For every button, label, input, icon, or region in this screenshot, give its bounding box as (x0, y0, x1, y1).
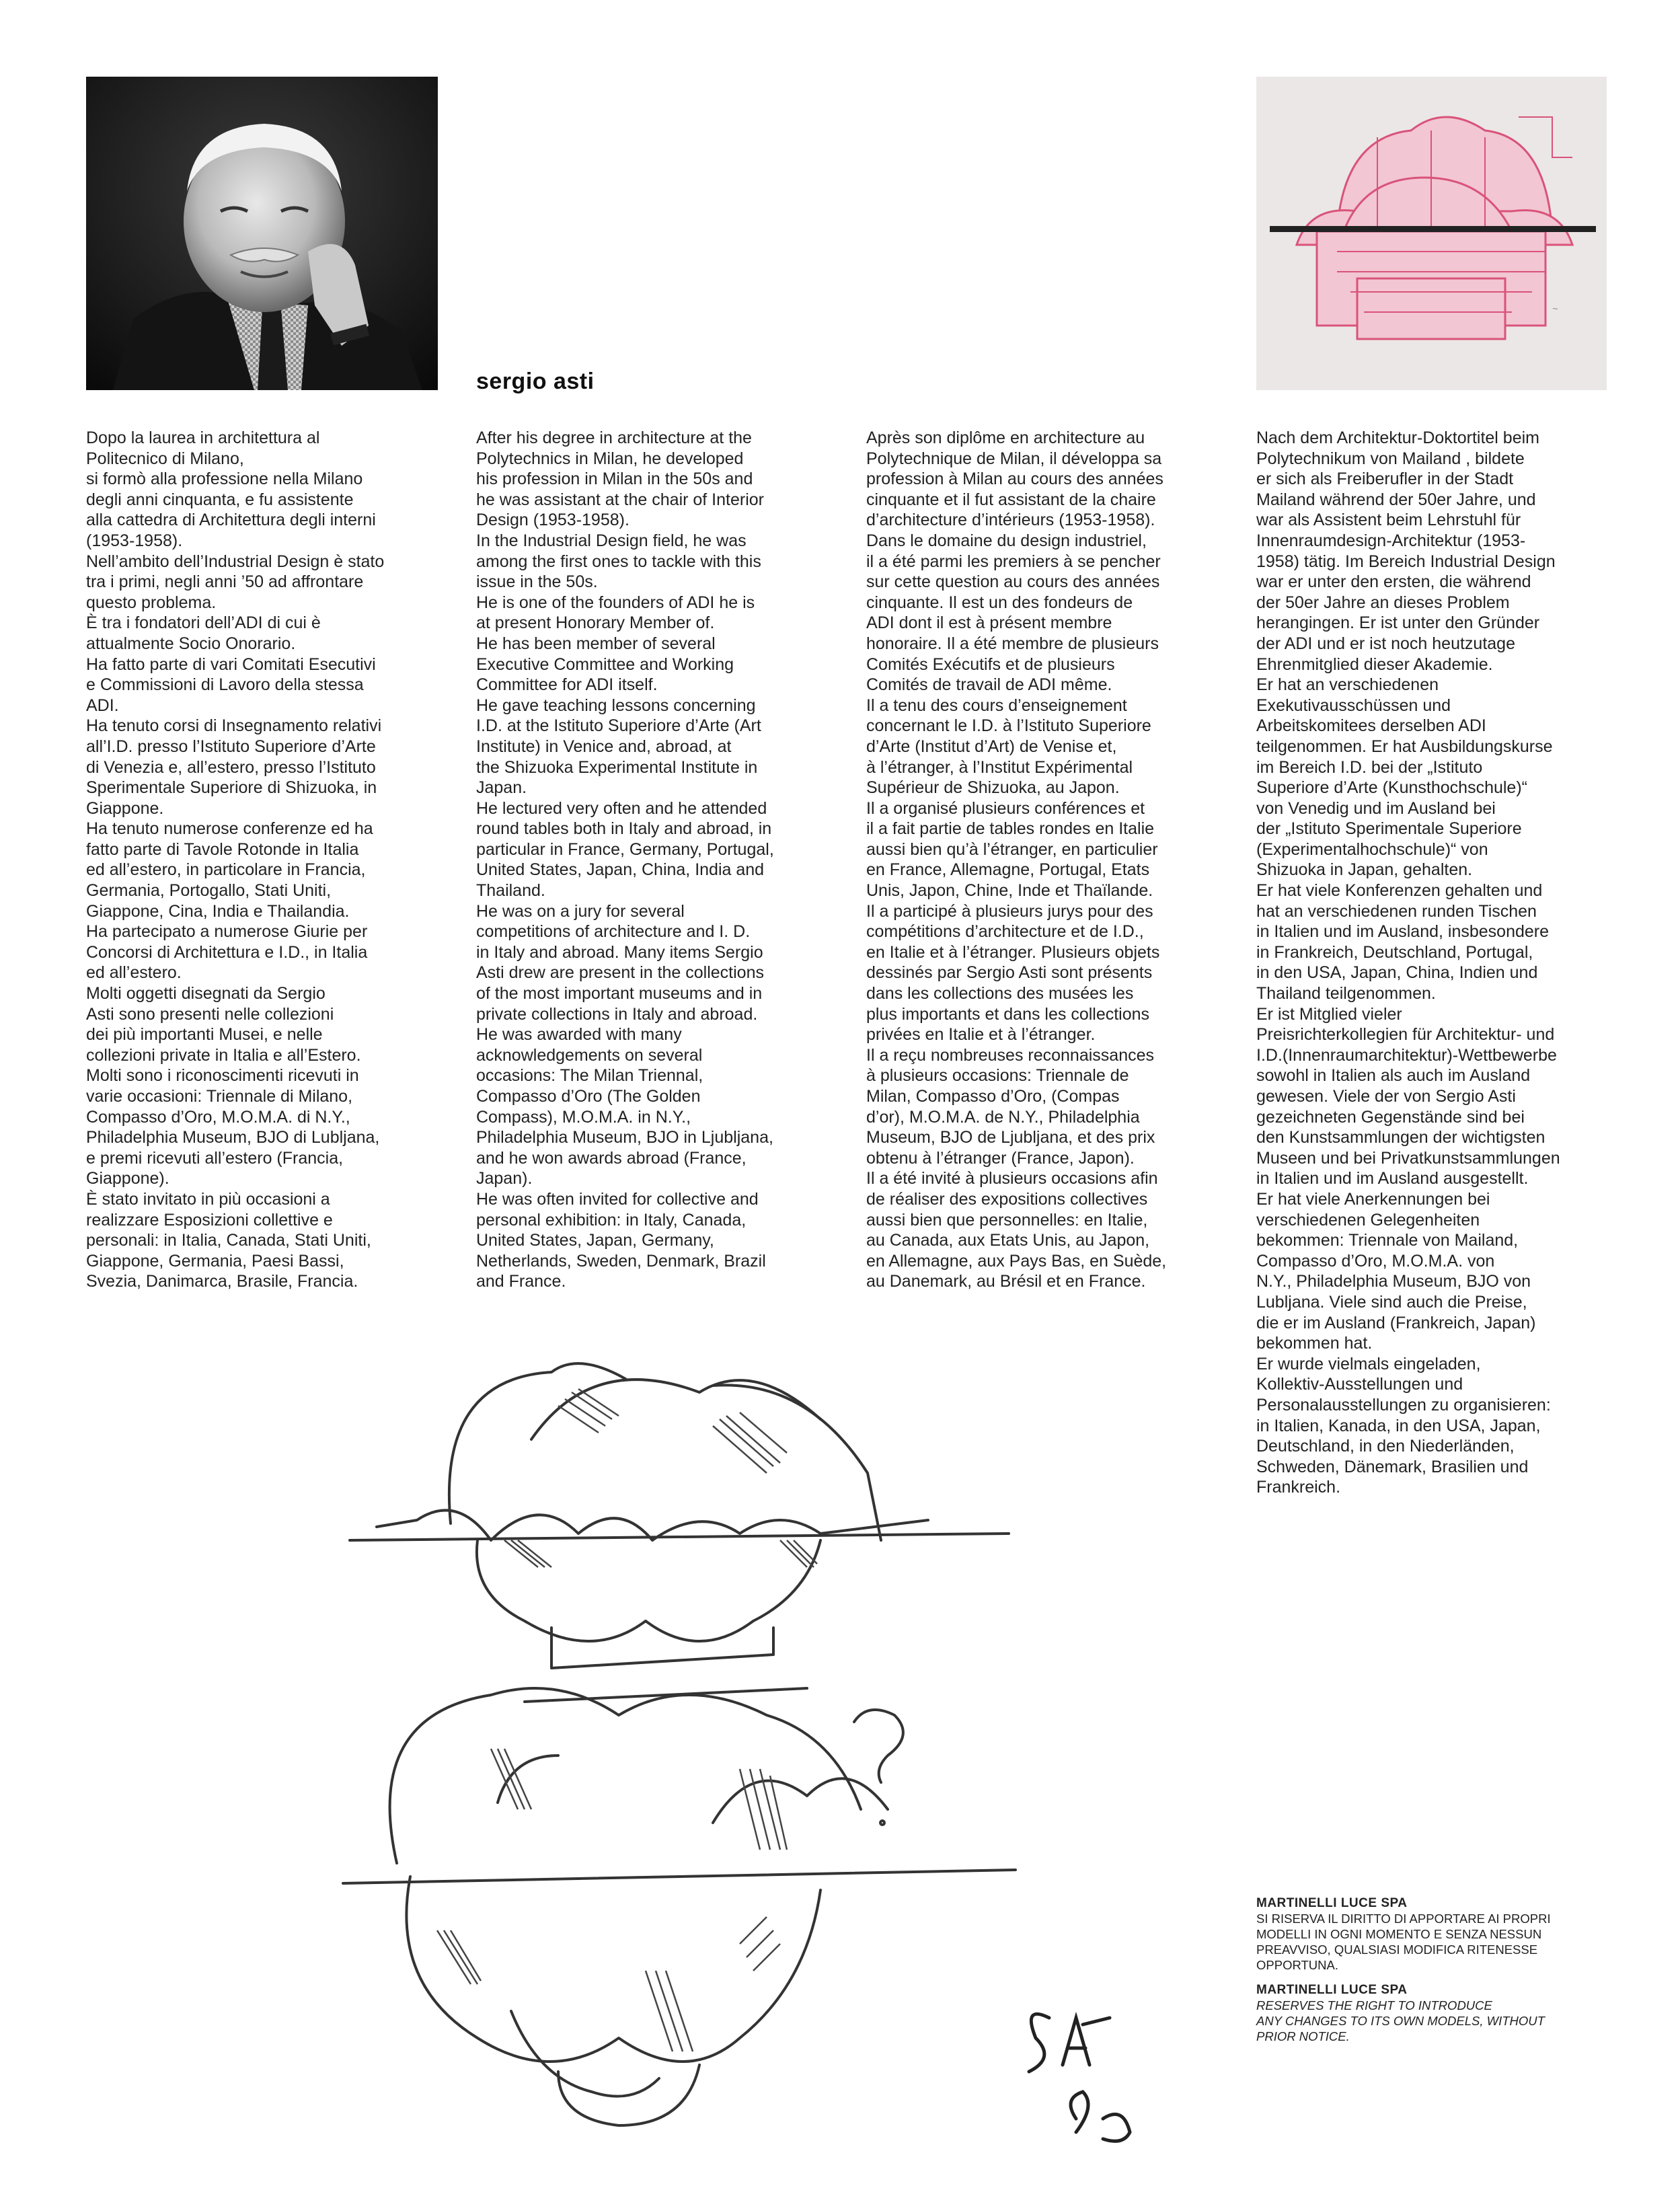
architectural-painting (1256, 77, 1607, 390)
notice-english-text: RESERVES THE RIGHT TO INTRODUCE ANY CHANGES TO ITS OWN MODELS, WITHOUT PRIOR NOTICE. (1256, 1998, 1545, 2043)
notice-italian-company: MARTINELLI LUCE SPA (1256, 1896, 1408, 1910)
svg-text:~: ~ (1552, 303, 1558, 314)
notice-italian (1256, 1895, 1619, 1973)
biography-column-italian (86, 428, 443, 1292)
legal-notice (1256, 1895, 1619, 2044)
biography-column-german (1256, 428, 1613, 1498)
biography-german-text: Nach dem Architektur-Doktortitel beim Polytechnikum von Mailand , bildete er sich als Freiberufler in der Stadt Mailand während der 50er Jahre, und war als Assistent beim Lehrstuhl für Innenraumdesign-Architektur (1953- 1958) tätig. Im Bereich Industrial Design war er unter den ersten, die während der 50er Jahre an dieses Problem herangingen. Er ist unter den Gründer der ADI und er ist noch heutzutage Ehrenmitglied dieser Akademie. Er hat an verschiedenen Exekutivausschüssen und Arbeitskomitees derselben ADI teilgenommen. Er hat Ausbildungskurse im Bereich I.D. bei der „Istituto Superiore d’Arte (Kunsthochschule)“ von Venedig und im Ausland bei der „Istituto Sperimentale Superiore (Experimentalhochschule)“ von Shizuoka in Japan, gehalten. Er hat viele Konferenzen gehalten und hat an verschiedenen runden Tischen in Italien und im Ausland, insbesondere in Frankreich, Deutschland, Portugal, in den USA, Japan, China, Indien und Thailand teilgenommen. Er ist Mitglied vieler Preisrichterkollegien für Architektur- und I.D.(Innenraumarchitektur)-Wettbewerbe sowohl in Italien als auch im Ausland gewesen. Viele der von Sergio Asti gezeichneten Gegenstände sind bei den Kunstsammlungen der wichtigsten Museen und bei Privatkunstsammlungen in Italien und im Ausland ausgestellt. Er hat viele Anerkennungen bei verschiedenen Gelegenheiten bekommen: Triennale von Mailand, Compasso d’Oro, M.O.M.A. von N.Y., Philadelphia Museum, BJO von Lubljana. Viele sind auch die Preise, die er im Ausland (Frankreich, Japan) bekommen hat. Er wurde vielmals eingeladen, Kollektiv-Ausstellungen und Personalausstellungen zu organisieren: in Italien, Kanada, in den USA, Japan, Deutschland, in den Niederländen, Schweden, Dänemark, Brasilien und Frankreich. (1256, 428, 1560, 1497)
lamp-sketch-drawing (336, 1338, 1231, 2176)
notice-english-company: MARTINELLI LUCE SPA (1256, 1983, 1408, 1997)
portrait-illustration (86, 77, 438, 390)
designer-name-title: sergio asti (476, 369, 595, 394)
biography-column-english (476, 428, 833, 1292)
painting-illustration (1256, 77, 1607, 390)
notice-english (1256, 1982, 1619, 2044)
biography-french-text: Après son diplôme en architecture au Polytechnique de Milan, il développa sa profession à Milan au cours des années cinquante et il fut assistant de la chaire d’architecture d’intérieurs (1953-1958). Dans le domaine du design industriel, il a été parmi les premiers à se pencher sur cette question au cours des années cinquante. Il est un des fondeurs de ADI dont il est à présent membre honoraire. Il a été membre de plusieurs Comités Exécutifs et de plusieurs Comités de travail de ADI même. Il a tenu des cours d’enseignement concernant le I.D. à l’Istituto Superiore d’Arte (Institut d’Art) de Venise et, à l’étranger, à l’Institut Expérimental Supérieur de Shizuoka, au Japon. Il a organisé plusieurs conférences et il a fait partie de tables rondes en Italie aussi bien qu’à l’étranger, en particulier en France, Allemagne, Portugal, Etats Unis, Japon, Chine, Inde et Thaïlande. Il a participé à plusieurs jurys pour des compétitions d’architecture et de I.D., en Italie et à l’étranger. Plusieurs objets dessinés par Sergio Asti sont présents dans les collections des musées les plus importants et dans les collections privées en Italie et à l’étranger. Il a reçu nombreuses reconnaissances à plusieurs occasions: Triennale de Milan, Compasso d’Oro, (Compas d’or), M.O.M.A. de N.Y., Philadelphia Museum, BJO de Ljubljana, et des prix obtenu à l’étranger (France, Japon). Il a été invité à plusieurs occasions afin de réaliser des expositions collectives aussi bien que personnelles: en Italie, au Canada, aux Etats Unis, au Japon, en Allemagne, aux Pays Bas, en Suède, au Danemark, au Brésil et en France. (866, 428, 1167, 1291)
portrait-photo (86, 77, 438, 390)
pencil-sketch (336, 1338, 1231, 2176)
biography-italian-text: Dopo la laurea in architettura al Politecnico di Milano, si formò alla professione nella Milano degli anni cinquanta, e fu assistente alla cattedra di Architettura degli interni (1953-1958). Nell’ambito dell’Industrial Design è stato tra i primi, negli anni ’50 ad affrontare questo problema. È tra i fondatori dell’ADI di cui è attualmente Socio Onorario. Ha fatto parte di vari Comitati Esecutivi e Commissioni di Lavoro della stessa ADI. Ha tenuto corsi di Insegnamento relativi all’I.D. presso l’Istituto Superiore d’Arte di Venezia e, all’estero, presso l’Istituto Sperimentale Superiore di Shizuoka, in Giappone. Ha tenuto numerose conferenze ed ha fatto parte di Tavole Rotonde in Italia ed all’estero, in particolare in Francia, Germania, Portogallo, Stati Uniti, Giappone, Cina, India e Thailandia. Ha partecipato a numerose Giurie per Concorsi di Architettura e I.D., in Italia ed all’estero. Molti oggetti disegnati da Sergio Asti sono presenti nelle collezioni dei più importanti Musei, e nelle collezioni private in Italia e all’Estero. Molti sono i riconoscimenti ricevuti in varie occasioni: Triennale di Milano, Compasso d’Oro, M.O.M.A. di N.Y., Philadelphia Museum, BJO di Lubljana, e premi ricevuti all’estero (Francia, Giappone). È stato invitato in più occasioni a realizzare Esposizioni collettive e personali: in Italia, Canada, Stati Uniti, Giappone, Germania, Paesi Bassi, Svezia, Danimarca, Brasile, Francia. (86, 428, 385, 1291)
biography-column-french (866, 428, 1223, 1292)
notice-italian-text: SI RISERVA IL DIRITTO DI APPORTARE AI PROPRI MODELLI IN OGNI MOMENTO E SENZA NESSUN PREAVVISO, QUALSIASI MODIFICA RITENESSE OPPORTUNA. (1256, 1912, 1551, 1972)
biography-english-text: After his degree in architecture at the Polytechnics in Milan, he developed his profession in Milan in the 50s and he was assistant at the chair of Interior Design (1953-1958). In the Industrial Design field, he was among the first ones to tackle with this issue in the 50s. He is one of the founders of ADI he is at present Honorary Member of. He has been member of several Executive Committee and Working Committee for ADI itself. He gave teaching lessons concerning I.D. at the Istituto Superiore d’Arte (Art Institute) in Venice and, abroad, at the Shizuoka Experimental Institute in Japan. He lectured very often and he attended round tables both in Italy and abroad, in particular in France, Germany, Portugal, United States, Japan, China, India and Thailand. He was on a jury for several competitions of architecture and I. D. in Italy and abroad. Many items Sergio Asti drew are present in the collections of the most important museums and in private collections in Italy and abroad. He was awarded with many acknowledgements on several occasions: The Milan Triennal, Compasso d’Oro (The Golden Compass), M.O.M.A. in N.Y., Philadelphia Museum, BJO in Ljubljana, and he won awards abroad (France, Japan). He was often invited for collective and personal exhibition: in Italy, Canada, United States, Japan, Germany, Netherlands, Sweden, Denmark, Brazil and France. (476, 428, 774, 1291)
